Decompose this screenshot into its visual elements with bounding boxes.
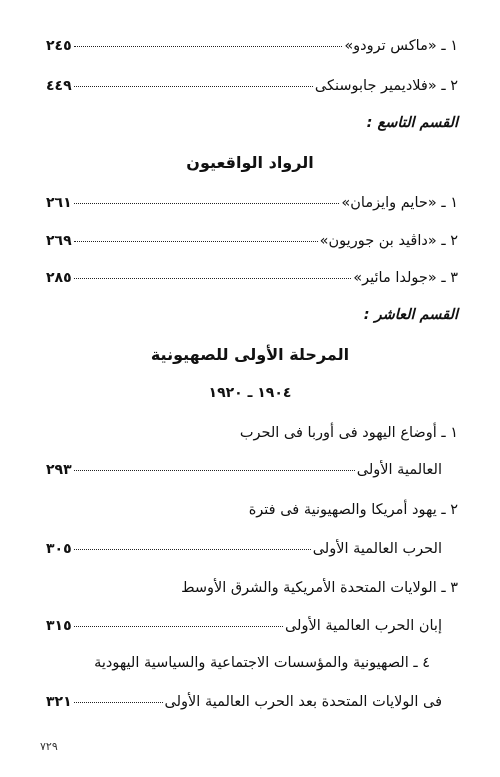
dot-leader [74,702,163,703]
entry-title: ٣ ـ «جولدا مائير» [353,270,458,286]
section-label: القسم العاشر : [363,307,458,323]
dot-leader [74,470,355,471]
entry-line-1: ٢ ـ يهود أمريكا والصهيونية فى فترة [248,502,458,518]
page-number: ٣٢١ [46,694,72,710]
entry-title: فى الولايات المتحدة بعد الحرب العالمية الأولى [164,694,442,710]
toc-entry [46,694,442,710]
toc-entry [46,462,442,478]
toc-entry [46,38,458,54]
dot-leader [74,549,311,550]
page-number: ٢٩٣ [46,462,72,478]
page-number: ٢٨٥ [46,270,72,286]
entry-title: ٢ ـ «فلاديمير جابوسنكى [314,78,458,94]
page-number: ٣١٥ [46,618,72,634]
dot-leader [74,241,318,242]
toc-entry [46,78,458,94]
entry-title: ١ ـ «ماكس ترودو» [344,38,458,54]
page-number: ٢٦٩ [46,233,72,249]
entry-title: ١ ـ «حايم وايزمان» [341,195,458,211]
entry-title: ٢ ـ «داڤيد بن جوريون» [319,233,458,249]
entry-line-1: ١ ـ أوضاع اليهود فى أوربا فى الحرب [239,425,458,441]
toc-entry [46,195,458,211]
toc-entry [46,618,442,634]
toc-entry [46,233,458,249]
page-number: ٣٠٥ [46,541,72,557]
folio-page-number: ٧٢٩ [40,740,58,753]
dot-leader [74,86,313,87]
section-heading: المرحلة الأولى للصهيونية [150,345,350,364]
dot-leader [74,626,283,627]
page-number: ٢٦١ [46,195,72,211]
dot-leader [74,46,343,47]
page-number: ٤٤٩ [46,78,72,94]
entry-title: الحرب العالمية الأولى [312,541,442,557]
dot-leader [74,278,352,279]
section-years: ١٩٠٤ ـ ١٩٢٠ [208,385,292,401]
toc-entry [46,541,442,557]
entry-line-1: ٣ ـ الولايات المتحدة الأمريكية والشرق الأوسط [181,580,458,596]
section-label: القسم التاسع : [366,115,458,131]
page-number: ٢٤٥ [46,38,72,54]
toc-entry [46,270,458,286]
dot-leader [74,203,340,204]
entry-title: إبان الحرب العالمية الأولى [284,618,442,634]
entry-title: العالمية الأولى [356,462,442,478]
section-heading: الرواد الواقعيون [186,153,314,172]
entry-line-1: ٤ ـ الصهيونية والمؤسسات الاجتماعية والسياسية اليهودية [94,655,430,671]
